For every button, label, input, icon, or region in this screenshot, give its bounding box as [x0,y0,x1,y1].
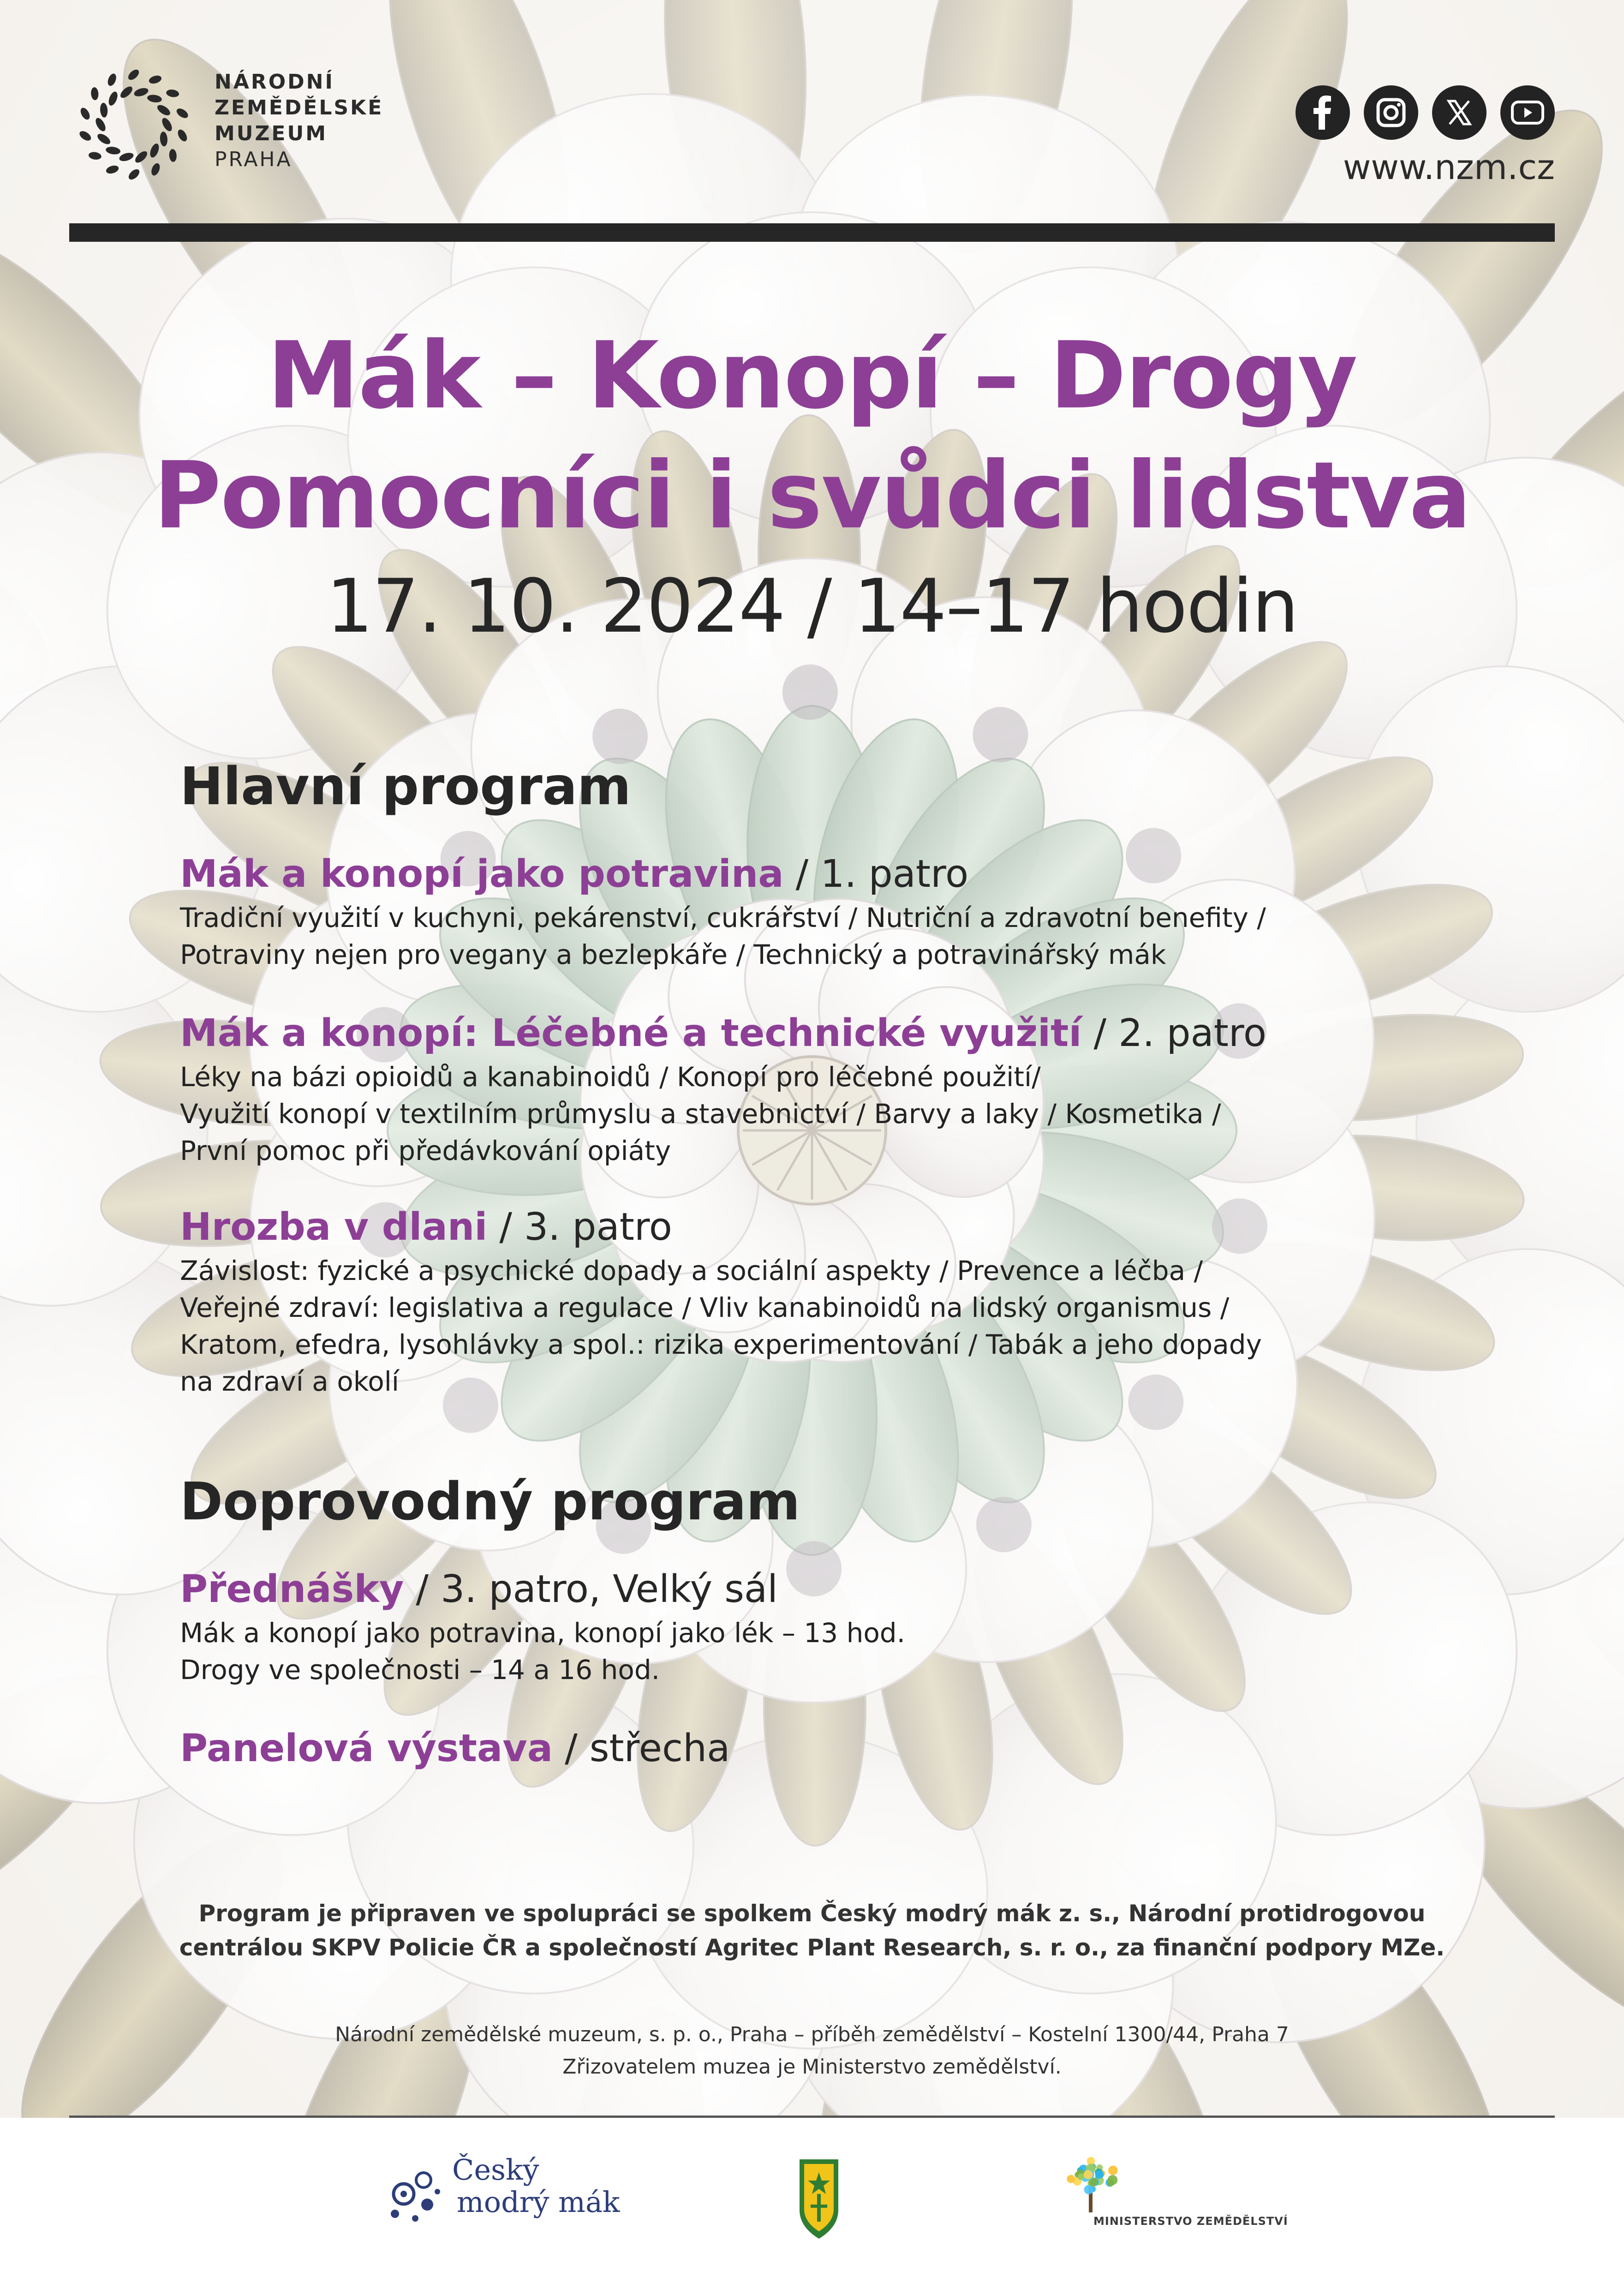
program-item [180,851,1472,973]
program-item-title: Hrozba v dlani [180,1205,488,1249]
program-item-heading [180,1566,1472,1613]
program-item-description [180,1252,1472,1400]
logo-leaf [126,68,141,82]
logo-leaf [94,116,107,133]
website-link[interactable]: www.nzm.cz [1343,148,1555,187]
logo-leaf [119,84,134,100]
logo-leaf [79,106,92,121]
logo-leaf [133,86,149,98]
tree-leaf-dot [1096,2170,1104,2179]
museum-logo-icon [69,60,198,189]
cooperation-line: centrálou SKPV Policie ČR a společností Agritec Plant Research, s. r. o., za finanční podpory MZe. [179,1934,1445,1961]
tree-leaf-dot [1067,2175,1075,2183]
program-item-heading [180,1204,1472,1250]
museum-name-line: NÁRODNÍ [215,70,334,94]
youtube-icon[interactable] [1500,85,1555,140]
program-item [180,1204,1472,1400]
wordmark-line: Český [452,2153,539,2187]
logo-leaf [78,129,93,143]
museum-address [0,2019,1624,2083]
logo-leaf [118,151,134,163]
program-item-title: Přednášky [180,1567,404,1611]
tree-leaf-dot [1084,2185,1094,2194]
logo-leaf [155,103,172,117]
logo-leaf [166,89,179,98]
address-line: Národní zemědělské muzeum, s. p. o., Praha – příběh zemědělství – Kostelní 1300/44, Praha 7 [335,2023,1289,2046]
museum-name-line: ZEMĚDĚLSKÉ [215,96,384,120]
museum-name-line: MUZEUM [215,122,328,145]
program-item [180,1566,1472,1688]
logo-leaf [160,131,168,147]
wordmark-line: modrý mák [457,2185,620,2219]
program-item-location: / 1. patro [783,852,969,896]
police-badge-icon [796,2150,842,2242]
description-line: Závislost: fyzické a psychické dopady a sociální aspekty / Prevence a léčba / [180,1255,1203,1286]
header-divider [69,223,1555,242]
program-item-location: / 2. patro [1081,1011,1267,1055]
logo-leaf [105,164,119,175]
description-line: Potraviny nejen pro vegany a bezlepkáře / Technický a potravinářský mák [180,939,1166,970]
logo-leaf [175,107,190,120]
logo-leaf [147,94,162,103]
logo-leaf [133,149,149,164]
event-subtitle: Pomocníci i svůdci lidstva [153,442,1471,550]
tree-leaf-dot [1108,2166,1118,2175]
logo-leaf [149,142,161,159]
description-line: na zdraví a okolí [180,1366,399,1397]
program-item-heading [180,1010,1472,1057]
event-title: Mák – Konopí – Drogy [267,322,1357,430]
program-item-description [180,1614,1472,1688]
program-item-location: / 3. patro, Velký sál [404,1567,778,1611]
description-line: Veřejné zdraví: legislativa a regulace / Vliv kanabinoidů na lidský organismus / [180,1292,1230,1323]
x-icon[interactable] [1432,85,1487,140]
program-item-description [180,1058,1472,1169]
logo-leaf [88,151,102,161]
tree-leaf-dot [1107,2180,1114,2186]
logo-leaf [107,90,119,107]
tree-leaf-dot [1078,2174,1085,2181]
tree-icon [1057,2146,1126,2215]
program-item [180,1726,1472,1772]
ministerstvo-wordmark: MINISTERSTVO ZEMĚDĚLSTVÍ [1093,2215,1288,2228]
ministerstvo-zemedelstvi-logo [1057,2146,1288,2247]
logo-leaf [176,128,189,143]
description-line: Mák a konopí jako potravina, konopí jako lék – 13 hod. [180,1617,906,1649]
description-line: Kratom, efedra, lysohlávky a spol.: rizika experimentování / Tabák a jeho dopady [180,1329,1262,1360]
program-item-heading [180,1726,1472,1772]
description-line: Tradiční využití v kuchyni, pekárenství, cukrářství / Nutriční a zdravotní benefity / [180,902,1266,933]
museum-name [215,69,383,173]
program-item-title: Mák a konopí jako potravina [180,852,784,896]
description-line: Drogy ve společnosti – 14 a 16 hod. [180,1654,660,1685]
cesky-modry-mak-wordmark [452,2154,620,2218]
address-line: Zřizovatelem muzea je Ministerstvo zemědělství. [562,2055,1062,2079]
footer-divider [69,2116,1555,2118]
program-item-title: Mák a konopí: Léčebné a technické využití [180,1011,1082,1055]
tree-leaf-dot [1084,2170,1093,2179]
cesky-modry-mak-logo [383,2150,623,2242]
logo-leaf [160,116,174,133]
logo-leaf [169,149,177,162]
event-date: 17. 10. 2024 / 14–17 hodin [326,563,1298,649]
logo-leaf [148,74,162,85]
social-links [1296,85,1555,140]
program-item-heading [180,851,1472,897]
poppy-capsule-icon [383,2159,448,2233]
description-line: Využití konopí v textilním průmyslu a stavebnictví / Barvy a laky / Kosmetika / [180,1098,1221,1130]
program-item-location: / 3. patro [487,1205,672,1249]
description-line: První pomoc při předávkování opiáty [180,1135,671,1166]
cooperation-note [0,1896,1624,1965]
program-item-location: / střecha [553,1727,730,1770]
logo-leaf [100,102,108,118]
main-program-heading: Hlavní program [180,757,631,817]
logo-leaf [105,146,121,155]
museum-name-line: PRAHA [215,148,293,171]
side-program-heading: Doprovodný program [180,1472,800,1532]
logo-leaf [96,132,112,146]
instagram-icon[interactable] [1364,85,1418,140]
logo-leaf [90,87,99,100]
program-item-description [180,899,1472,973]
program-item-title: Panelová výstava [180,1727,553,1770]
logo-leaf [106,72,118,87]
logo-leaf [150,162,161,177]
facebook-icon[interactable] [1296,85,1350,140]
logo-leaf [127,167,141,182]
description-line: Léky na bázi opioidů a kanabinoidů / Konopí pro léčebné použití/ [180,1061,1041,1093]
program-item [180,1010,1472,1169]
cooperation-line: Program je připraven ve spolupráci se spolkem Český modrý mák z. s., Národní protidrogovou [198,1900,1426,1927]
